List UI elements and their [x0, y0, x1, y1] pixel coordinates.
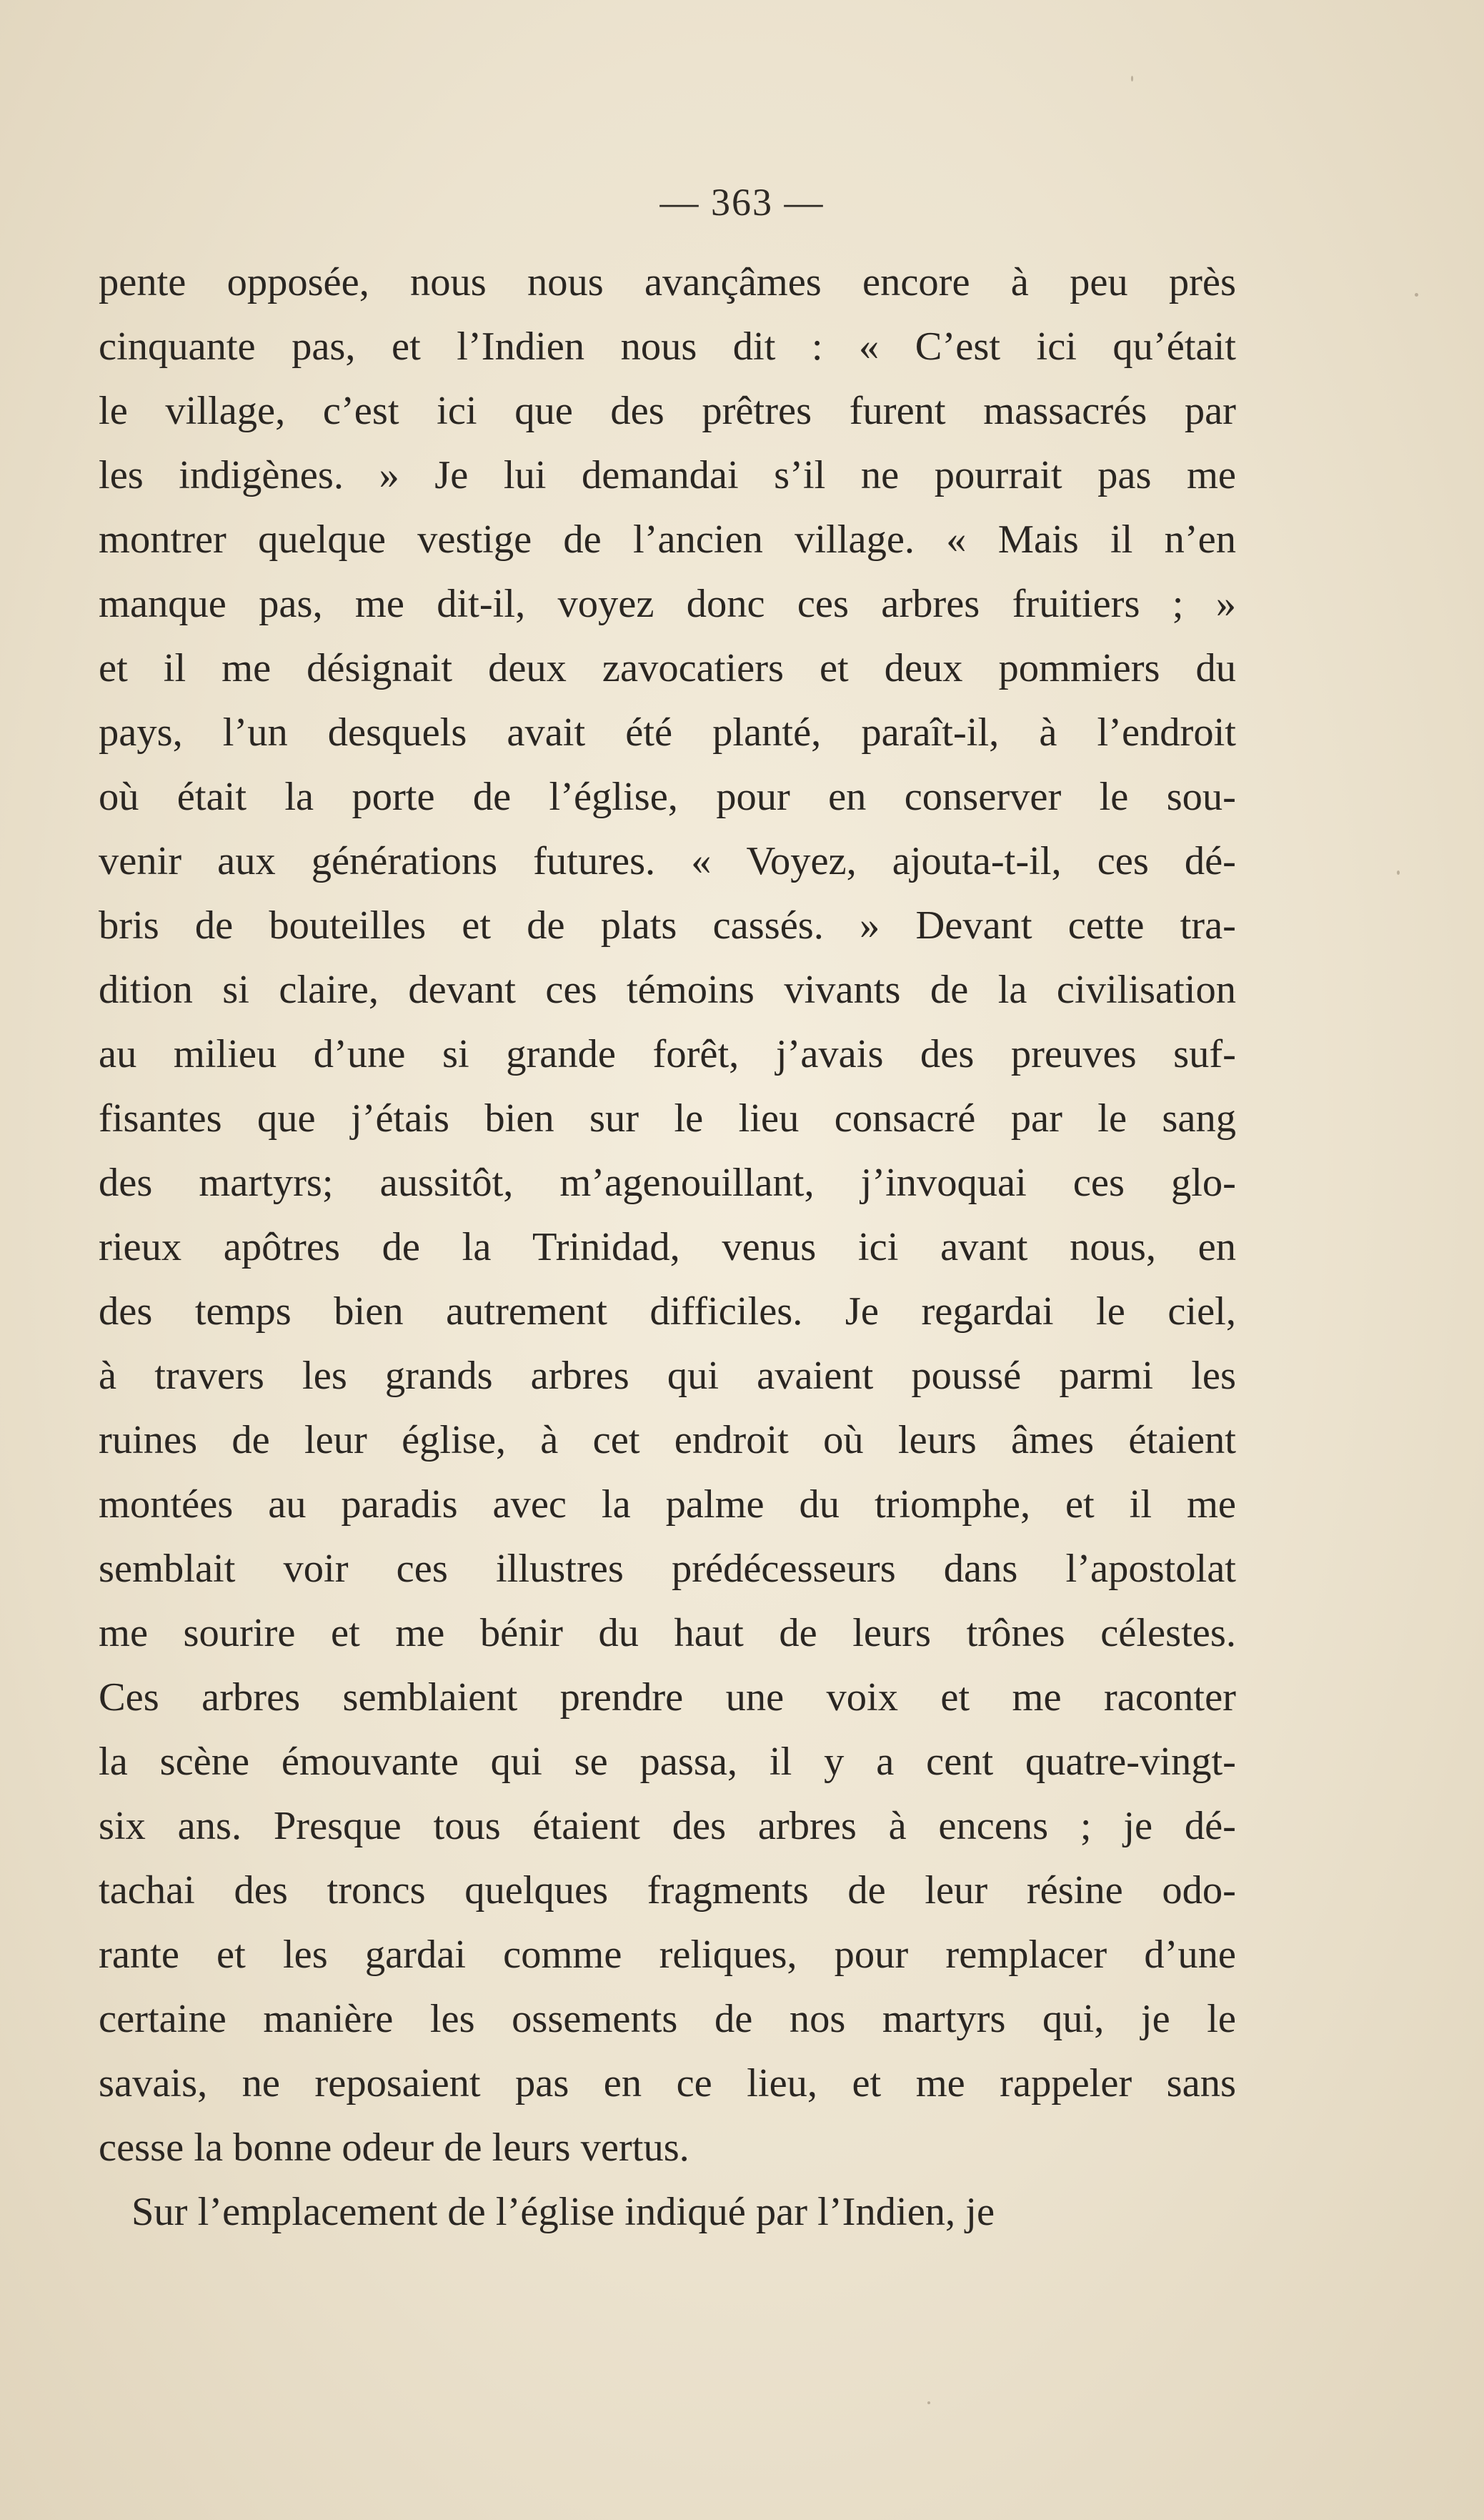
text-line: certaine manière les ossements de nos martyrs qui, je le: [99, 1997, 1236, 2041]
paper-speck: [927, 2401, 930, 2404]
text-line: les indigènes. » Je lui demandai s’il ne pourrait pas me: [99, 453, 1236, 497]
text-line: montées au paradis avec la palme du triomphe, et il me: [99, 1482, 1236, 1527]
page-number: — 363 —: [659, 181, 825, 224]
text-line: rante et les gardai comme reliques, pour remplacer d’une: [99, 1933, 1236, 1977]
text-line: semblait voir ces illustres prédécesseurs dans l’apostolat: [99, 1547, 1236, 1591]
text-line: pente opposée, nous nous avançâmes encore à peu près: [99, 260, 1236, 304]
paper-speck: [1397, 870, 1400, 875]
text-line: dition si claire, devant ces témoins vivants de la civilisation: [99, 968, 1236, 1012]
text-line: et il me désignait deux zavocatiers et deux pommiers du: [99, 646, 1236, 690]
text-line: Ces arbres semblaient prendre une voix et me raconter: [99, 1675, 1236, 1720]
text-line: savais, ne reposaient pas en ce lieu, et me rappeler sans: [99, 2061, 1236, 2105]
text-line: cesse la bonne odeur de leurs vertus.: [99, 2125, 689, 2170]
text-line: où était la porte de l’église, pour en conserver le sou-: [99, 775, 1236, 819]
paper-speck: [1131, 76, 1133, 81]
text-line: rieux apôtres de la Trinidad, venus ici avant nous, en: [99, 1225, 1236, 1269]
text-line: bris de bouteilles et de plats cassés. » Devant cette tra-: [99, 903, 1236, 948]
text-line: tachai des troncs quelques fragments de leur résine odo-: [99, 1868, 1236, 1913]
text-line: à travers les grands arbres qui avaient poussé parmi les: [99, 1354, 1236, 1398]
text-line: au milieu d’une si grande forêt, j’avais des preuves suf-: [99, 1032, 1236, 1076]
text-line: pays, l’un desquels avait été planté, paraît-il, à l’endroit: [99, 710, 1236, 755]
body-text: [99, 250, 1236, 2244]
text-line: des martyrs; aussitôt, m’agenouillant, j’invoquai ces glo-: [99, 1161, 1236, 1205]
text-line: cinquante pas, et l’Indien nous dit : « C’est ici qu’était: [99, 324, 1236, 369]
paragraph-start-line: Sur l’emplacement de l’église indiqué par l’Indien, je: [131, 2190, 995, 2234]
text-line: ruines de leur église, à cet endroit où leurs âmes étaient: [99, 1418, 1236, 1462]
text-line: la scène émouvante qui se passa, il y a cent quatre-vingt-: [99, 1740, 1236, 1784]
text-line: des temps bien autrement difficiles. Je regardai le ciel,: [99, 1289, 1236, 1334]
text-line: fisantes que j’étais bien sur le lieu consacré par le sang: [99, 1096, 1236, 1141]
text-line: venir aux générations futures. « Voyez, ajouta-t-il, ces dé-: [99, 839, 1236, 883]
text-line: six ans. Presque tous étaient des arbres à encens ; je dé-: [99, 1804, 1236, 1848]
paper-speck: [1415, 293, 1418, 297]
text-line: manque pas, me dit-il, voyez donc ces arbres fruitiers ; »: [99, 582, 1236, 626]
text-line: montrer quelque vestige de l’ancien village. « Mais il n’en: [99, 517, 1236, 562]
text-line: me sourire et me bénir du haut de leurs trônes célestes.: [99, 1611, 1236, 1655]
text-line: le village, c’est ici que des prêtres furent massacrés par: [99, 389, 1236, 433]
